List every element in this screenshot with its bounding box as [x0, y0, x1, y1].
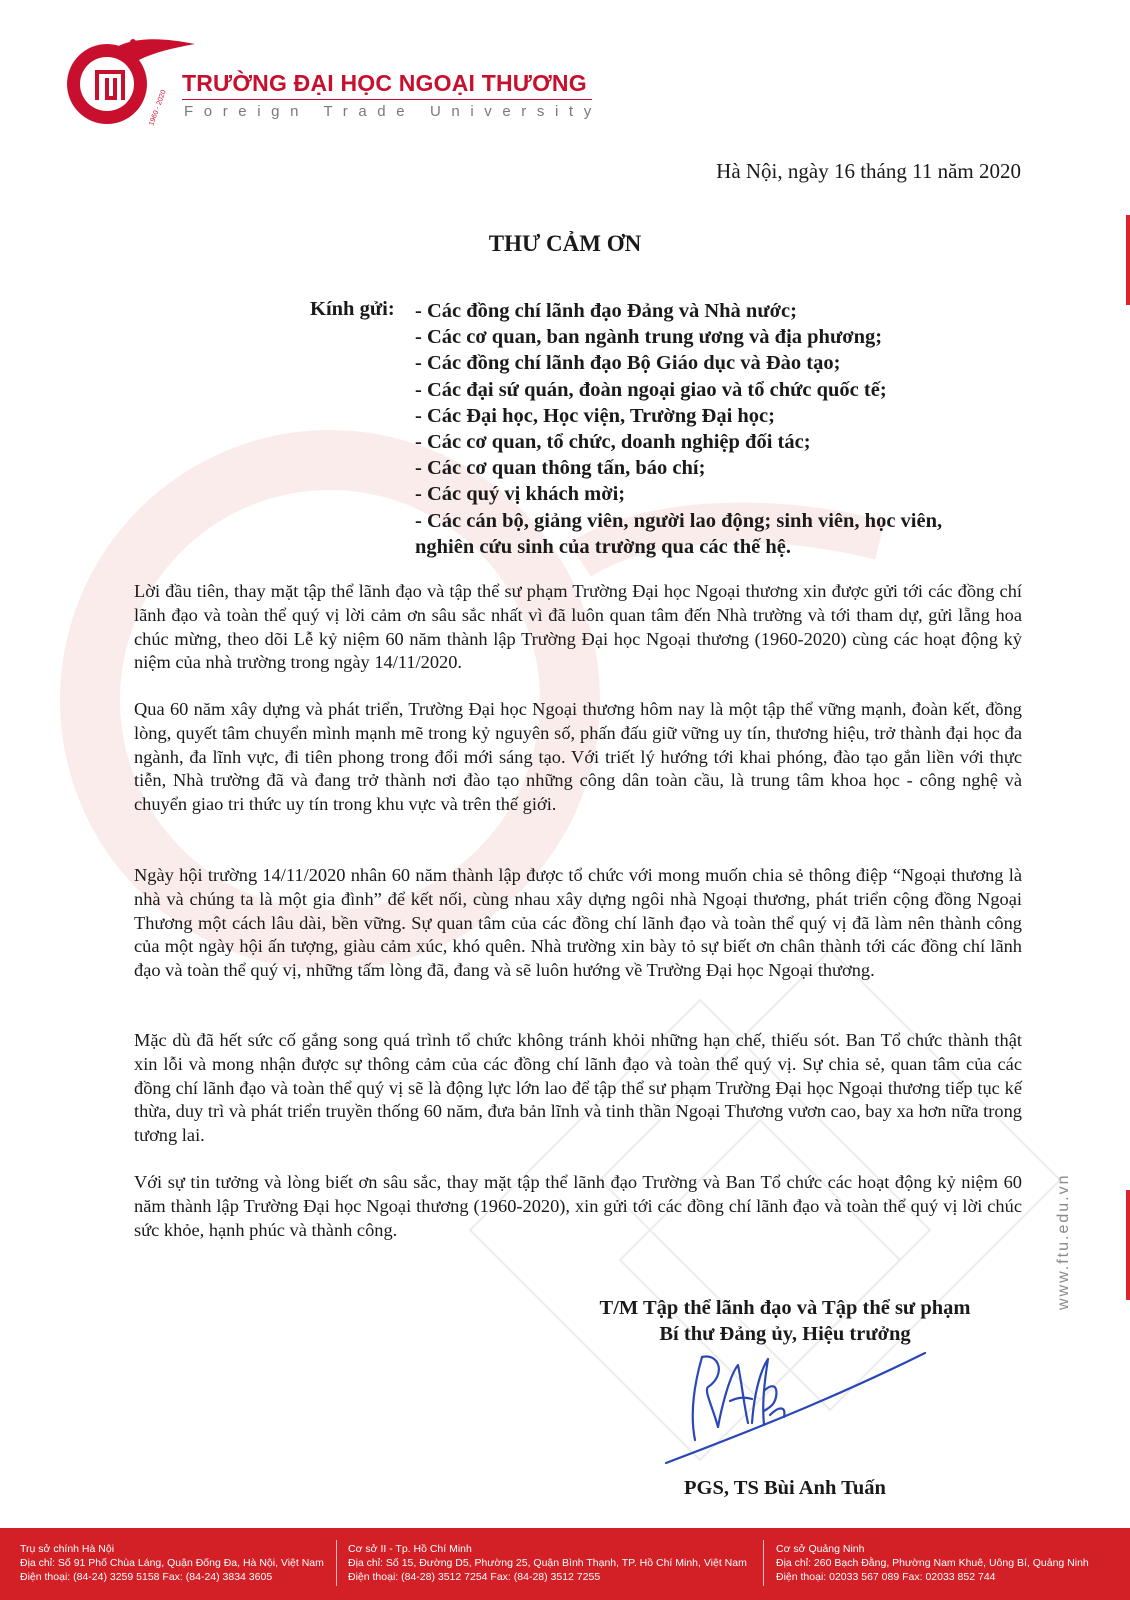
footer-campus-hanoi: [20, 1542, 324, 1584]
letter-date: Hà Nội, ngày 16 tháng 11 năm 2020: [716, 159, 1021, 183]
side-accent-line: [1126, 215, 1130, 305]
paragraph: Qua 60 năm xây dựng và phát triển, Trường Đại học Ngoại thương hôm nay là một tập thể vững mạnh, đoàn kết, đồng lòng, quyết tâm chuyển mình mạnh mẽ trong kỷ nguyên số, phấn đấu giữ vững uy tín, thương hiệu, trở thành đại học đa ngành, đa lĩnh vực, đi tiên phong trong đổi mới sáng tạo. Với triết lý hướng tới khai phóng, đào tạo gắn liền với thực tiễn, Nhà trường đã và đang trở thành nơi đào tạo những công dân toàn cầu, là trung tâm khoa học - công nghệ và chuyển giao tri thức uy tín trong khu vực và trên thế giới.: [134, 699, 1022, 815]
campus-phone: Điện thoại: (84-24) 3259 5158 Fax: (84-24) 3834 3605: [20, 1571, 273, 1583]
recipient-item: - Các cơ quan thông tấn, báo chí;: [415, 457, 706, 480]
footer-campus-quangninh: [776, 1542, 1089, 1584]
website-url: www.ftu.edu.vn: [1055, 1173, 1072, 1310]
recipient-item: - Các đồng chí lãnh đạo Đảng và Nhà nước;: [415, 300, 797, 322]
footer-campus-hcm: [348, 1542, 747, 1584]
recipient-item: - Các cán bộ, giảng viên, người lao động; sinh viên, học viên, nghiên cứu sinh của trường qua các thế hệ.: [415, 509, 943, 558]
signoff-line: T/M Tập thể lãnh đạo và Tập thể sư phạm: [599, 1297, 971, 1319]
paragraph: Mặc dù đã hết sức cố gắng song quá trình tổ chức không tránh khỏi những hạn chế, thiếu sót. Ban Tổ chức thành thật xin lỗi và mong nhận được sự thông cảm của các đồng chí lãnh đạo và toàn thể quý vị. Sự chia sẻ, quan tâm của các đồng chí lãnh đạo và toàn thể quý vị sẽ là động lực lớn lao để tập thể sư phạm Trường Đại học Ngoại thương tiếp tục kế thừa, duy trì và phát triển truyền thống 60 năm, đưa bản lĩnh và tinh thần Ngoại Thương vươn cao, bay xa hơn nữa trong tương lai.: [134, 1030, 1022, 1146]
paragraph: Ngày hội trường 14/11/2020 nhân 60 năm thành lập được tổ chức với mong muốn chia sẻ thông điệp “Ngoại thương là nhà và chúng ta là một gia đình” để kết nối, cùng nhau xây dựng ngôi nhà Ngoại thương, phát triển cộng đồng Ngoại Thương một cách lâu dài, bền vững. Sự quan tâm của các đồng chí lãnh đạo và toàn thể quý vị đã làm nên thành công của một ngày hội ấn tượng, giàu cảm xúc, khó quên. Nhà trường xin bày tỏ sự biết ơn chân thành tới các đồng chí lãnh đạo và toàn thể quý vị, những tấm lòng đã, đang và sẽ luôn hướng về Trường Đại học Ngoại thương.: [134, 865, 1022, 981]
campus-address: Địa chỉ: Số 91 Phố Chùa Láng, Quận Đống Đa, Hà Nội, Việt Nam: [20, 1557, 324, 1569]
paragraph: Với sự tin tưởng và lòng biết ơn sâu sắc, thay mặt tập thể lãnh đạo Trường và Ban Tổ chức các hoạt động kỷ niệm 60 năm thành lập Trường Đại học Ngoại thương (1960-2020), xin gửi tới các đồng chí lãnh đạo và toàn thể quý vị lời chúc sức khỏe, hạnh phúc và thành công.: [134, 1172, 1022, 1240]
signoff-line: Bí thư Đảng ủy, Hiệu trưởng: [659, 1323, 911, 1345]
recipient-item: - Các cơ quan, tổ chức, doanh nghiệp đối tác;: [415, 431, 811, 454]
campus-name: Trụ sở chính Hà Nội: [20, 1543, 115, 1555]
campus-name: Cơ sở Quảng Ninh: [776, 1543, 865, 1555]
recipient-item: - Các quý vị khách mời;: [415, 483, 626, 506]
footer: [0, 1528, 1130, 1600]
recipient-list: [415, 298, 1005, 560]
paragraph: Lời đầu tiên, thay mặt tập thể lãnh đạo và tập thể sư phạm Trường Đại học Ngoại thương xin được gửi tới các đồng chí lãnh đạo và toàn thể quý vị lời cảm ơn sâu sắc nhất vì đã luôn quan tâm đến Nhà trường và tới tham dự, gửi lẵng hoa chúc mừng, theo dõi Lễ kỷ niệm 60 năm thành lập Trường Đại học Ngoại thương (1960-2020) cùng các hoạt động kỷ niệm của nhà trường trong ngày 14/11/2020.: [134, 581, 1022, 673]
campus-name: Cơ sở II - Tp. Hồ Chí Minh: [348, 1543, 472, 1555]
logo-years: 1960 - 2020: [148, 89, 168, 127]
signer-name: PGS, TS Bùi Anh Tuấn: [684, 1477, 886, 1499]
greeting-label: Kính gửi:: [310, 298, 395, 320]
university-name-en: Foreign Trade University: [184, 103, 602, 120]
recipient-item: - Các Đại học, Học viện, Trường Đại học;: [415, 404, 775, 427]
university-name-vn: TRƯỜNG ĐẠI HỌC NGOẠI THƯƠNG: [182, 70, 587, 96]
recipient-item: - Các đại sứ quán, đoàn ngoại giao và tổ chức quốc tế;: [415, 378, 887, 401]
recipient-item: - Các đồng chí lãnh đạo Bộ Giáo dục và Đào tạo;: [415, 352, 841, 375]
recipient-item: - Các cơ quan, ban ngành trung ương và địa phương;: [415, 326, 883, 349]
campus-phone: Điện thoại: 02033 567 089 Fax: 02033 852 744: [776, 1571, 996, 1583]
header-divider: [182, 99, 592, 100]
campus-address: Địa chỉ: Số 15, Đường D5, Phường 25, Quận Bình Thạnh, TP. Hồ Chí Minh, Việt Nam: [348, 1557, 747, 1569]
campus-address: Địa chỉ: 260 Bạch Đằng, Phường Nam Khuê, Uông Bí, Quảng Ninh: [776, 1557, 1089, 1569]
signoff-block: [575, 1295, 995, 1347]
side-accent-line: [1126, 1190, 1130, 1300]
signature: [660, 1345, 930, 1465]
footer-divider: [336, 1540, 337, 1586]
campus-phone: Điện thoại: (84-28) 3512 7254 Fax: (84-28) 3512 7255: [348, 1571, 601, 1583]
footer-divider: [763, 1540, 764, 1586]
letter-title: THƯ CẢM ƠN: [488, 231, 642, 256]
